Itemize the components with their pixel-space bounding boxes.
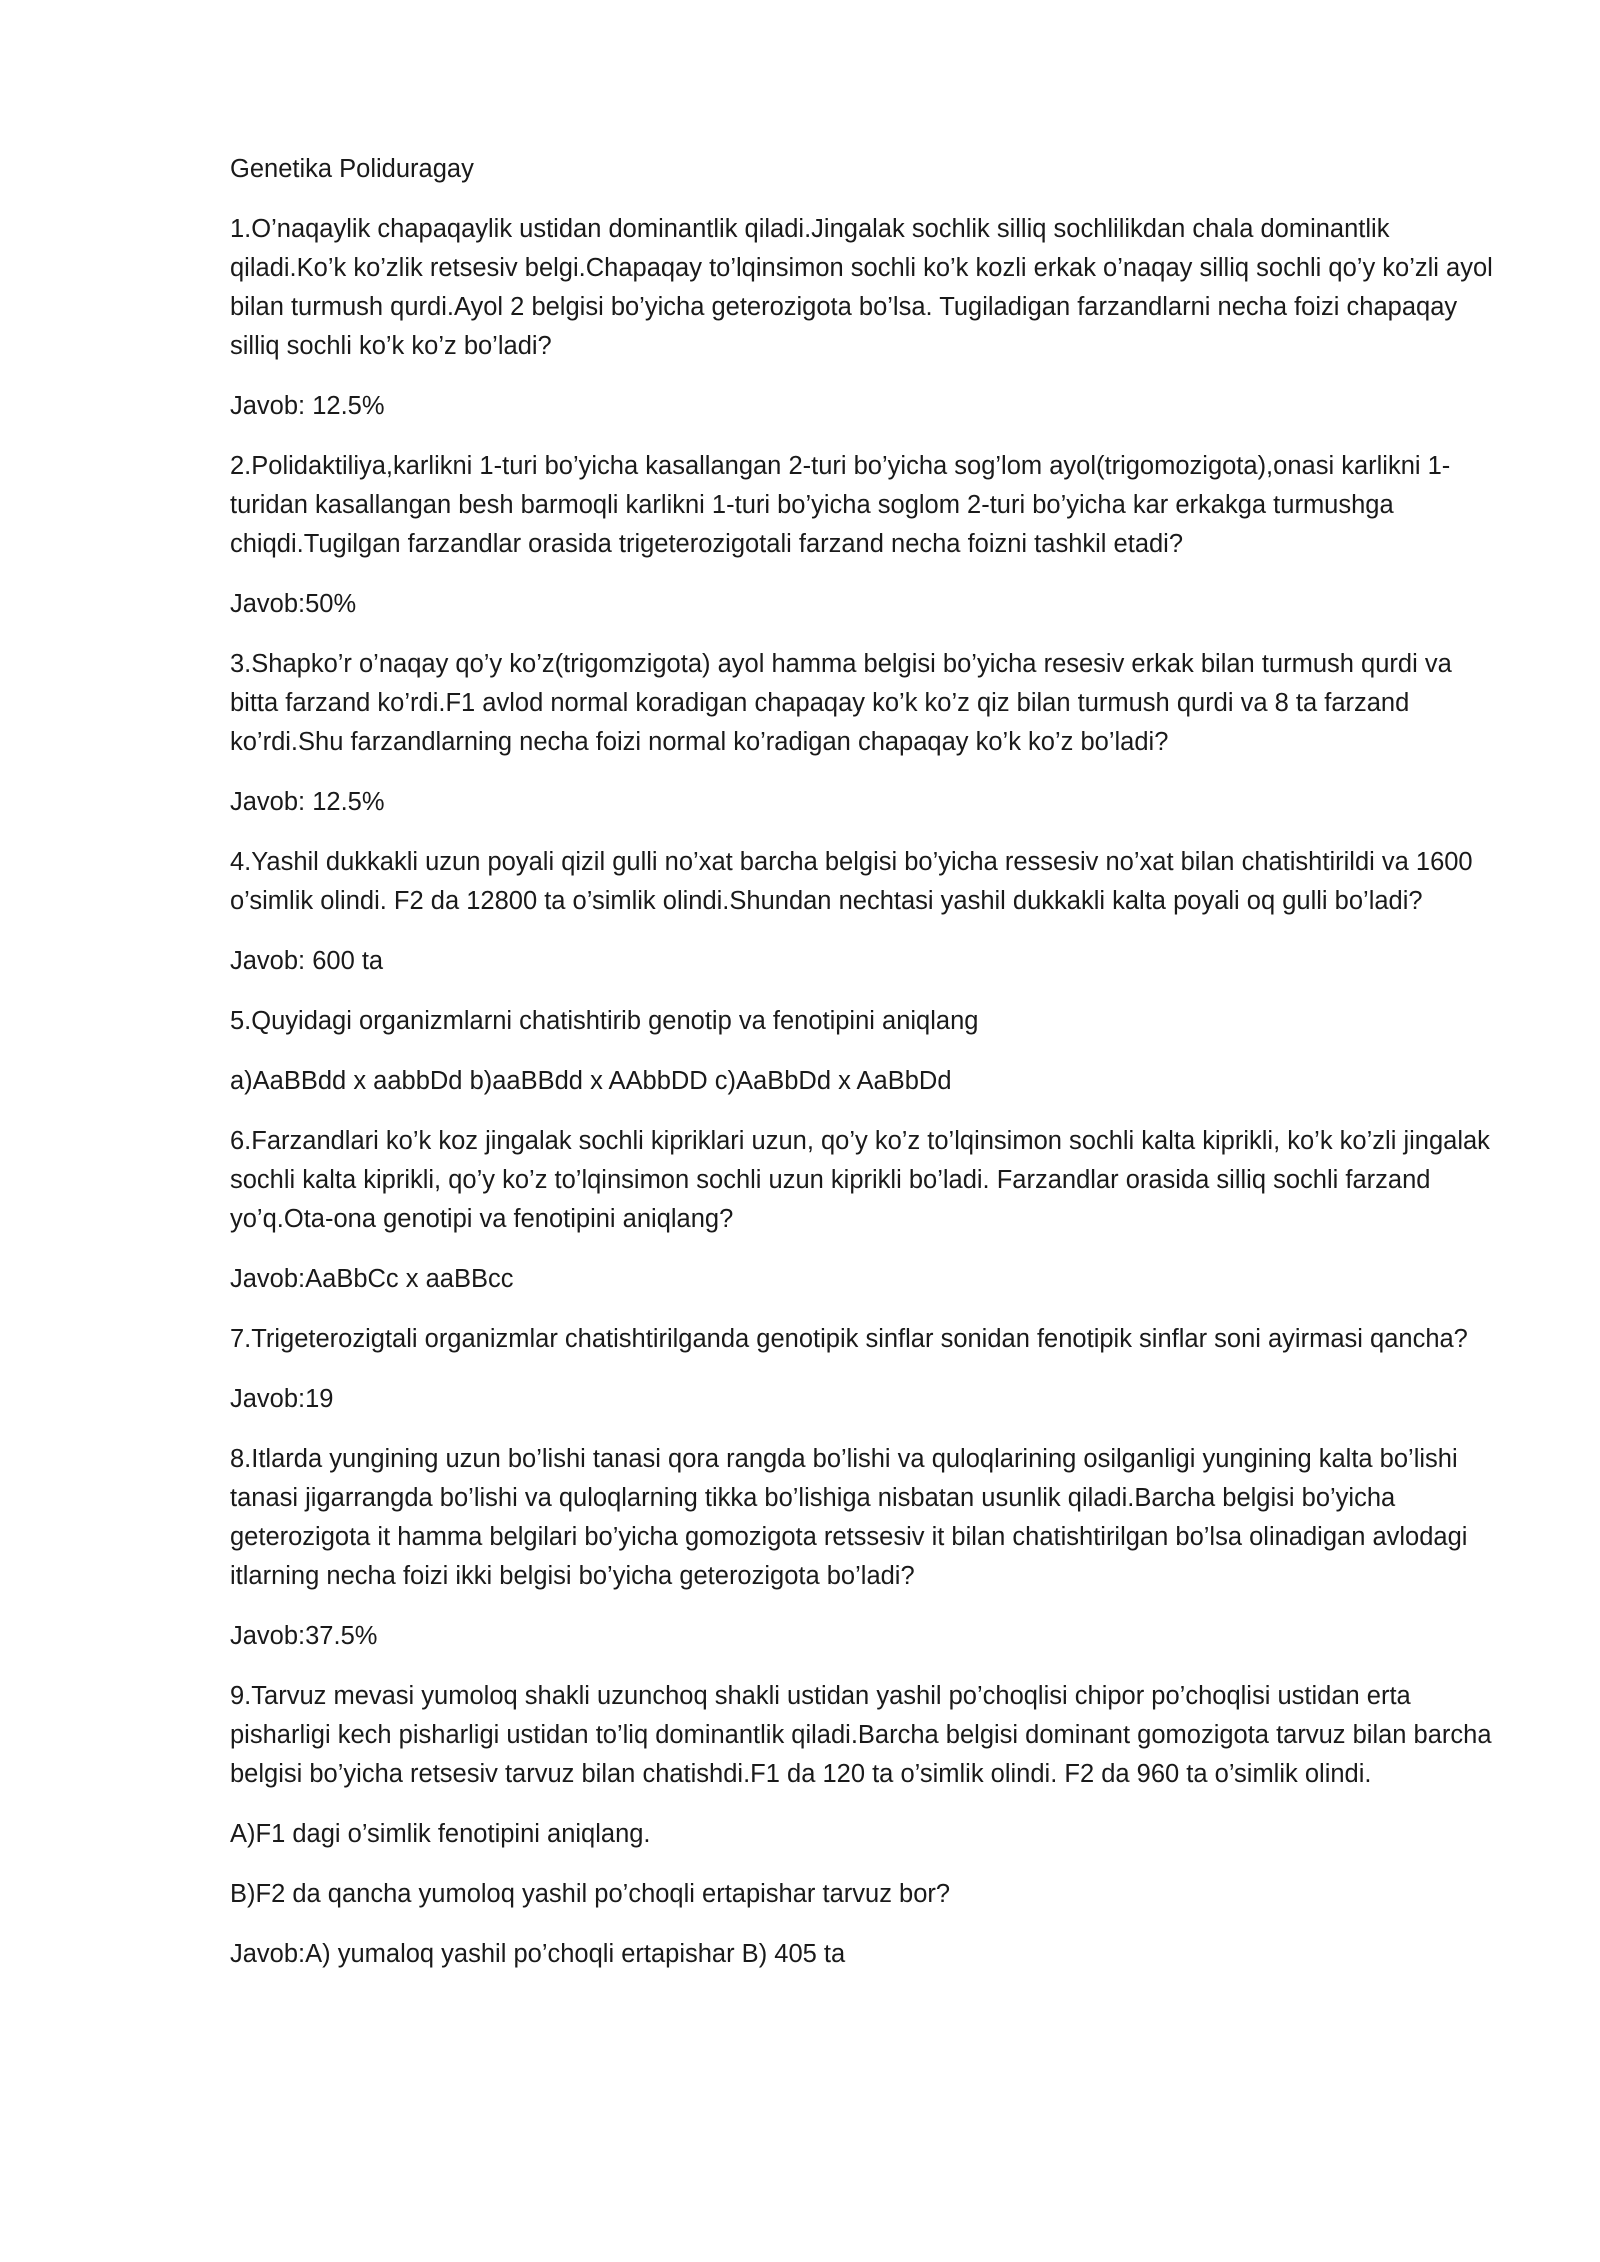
document-body: [230, 150, 1500, 1995]
question-8: 8.Itlarda yungining uzun bo’lishi tanasi qora rangda bo’lishi va quloqlarining osilganligi yungining kalta bo’lishi tanasi jigarrangda bo’lishi va quloqlarning tikka bo’lishiga nisbatan usunlik qiladi.Barcha belgisi bo’yicha geterozigota it hamma belgilari bo’yicha gomozigota retssesiv it bilan chatishtirilgan bo’lsa olinadigan avlodagi itlarning necha foizi ikki belgisi bo’yicha geterozigota bo’ladi?: [230, 1445, 1468, 1590]
question-9: 9.Tarvuz mevasi yumoloq shakli uzunchoq shakli ustidan yashil po’choqlisi chipor po’choqlisi ustidan erta pisharligi kech pisharligi ustidan to’liq dominantlik qiladi.Barcha belgisi dominant gomozigota tarvuz bilan barcha belgisi bo’yicha retsesiv tarvuz bilan chatishdi.F1 da 120 ta o’simlik olindi. F2 da 960 ta o’simlik olindi.: [230, 1682, 1492, 1788]
answer-4: Javob: 600 ta: [230, 947, 384, 975]
answer-6: Javob:AaBbCc x aaBBcc: [230, 1265, 514, 1293]
answer-9: Javob:A) yumaloq yashil po’choqli ertapishar B) 405 ta: [230, 1940, 846, 1968]
answer-1: Javob: 12.5%: [230, 392, 385, 420]
question-2: 2.Polidaktiliya,karlikni 1-turi bo’yicha kasallangan 2-turi bo’yicha sog’lom ayol(trigomozigota),onasi karlikni 1-turidan kasallangan besh barmoqli karlikni 1-turi bo’yicha soglom 2-turi bo’yicha kar erkakga turmushga chiqdi.Tugilgan farzandlar orasida trigeterozigotali farzand necha foizni tashkil etadi?: [230, 452, 1451, 558]
question-1: 1.O’naqaylik chapaqaylik ustidan dominantlik qiladi.Jingalak sochlik silliq sochlilikdan chala dominantlik qiladi.Ko’k ko’zlik retsesiv belgi.Chapaqay to’lqinsimon sochli ko’k kozli erkak o’naqay silliq sochli qo’y ko’zli ayol bilan turmush qurdi.Ayol 2 belgisi bo’yicha geterozigota bo’lsa. Tugiladigan farzandlarni necha foizi chapaqay silliq sochli ko’k ko’z bo’ladi?: [230, 215, 1493, 360]
question-4: 4.Yashil dukkakli uzun poyali qizil gulli no’xat barcha belgisi bo’yicha ressesiv no’xat bilan chatishtirildi va 1600 o’simlik olindi. F2 da 12800 ta o’simlik olindi.Shundan nechtasi yashil dukkakli kalta poyali oq gulli bo’ladi?: [230, 848, 1473, 915]
answer-8: Javob:37.5%: [230, 1622, 378, 1650]
question-9-part-a: A)F1 dagi o’simlik fenotipini aniqlang.: [230, 1820, 651, 1848]
answer-2: Javob:50%: [230, 590, 357, 618]
question-5: 5.Quyidagi organizmlarni chatishtirib genotip va fenotipini aniqlang: [230, 1007, 979, 1035]
question-9-part-b: B)F2 da qancha yumoloq yashil po’choqli ertapishar tarvuz bor?: [230, 1880, 951, 1908]
answer-3: Javob: 12.5%: [230, 788, 385, 816]
document-title: Genetika Poliduragay: [230, 155, 474, 183]
question-6: 6.Farzandlari ko’k koz jingalak sochli kipriklari uzun, qo’y ko’z to’lqinsimon sochli kalta kiprikli, ko’k ko’zli jingalak sochli kalta kiprikli, qo’y ko’z to’lqinsimon sochli uzun kiprikli bo’ladi. Farzandlar orasida silliq sochli farzand yo’q.Ota-ona genotipi va fenotipini aniqlang?: [230, 1127, 1490, 1233]
question-7: 7.Trigeterozigtali organizmlar chatishtirilganda genotipik sinflar sonidan fenotipik sinflar soni ayirmasi qancha?: [230, 1325, 1468, 1353]
question-3: 3.Shapko’r o’naqay qo’y ko’z(trigomzigota) ayol hamma belgisi bo’yicha resesiv erkak bilan turmush qurdi va bitta farzand ko’rdi.F1 avlod normal koradigan chapaqay ko’k ko’z qiz bilan turmush qurdi va 8 ta farzand ko’rdi.Shu farzandlarning necha foizi normal ko’radigan chapaqay ko’k ko’z bo’ladi?: [230, 650, 1452, 756]
question-5-options: a)AaBBdd x aabbDd b)aaBBdd x AAbbDD c)AaBbDd x AaBbDd: [230, 1067, 952, 1095]
answer-7: Javob:19: [230, 1385, 334, 1413]
